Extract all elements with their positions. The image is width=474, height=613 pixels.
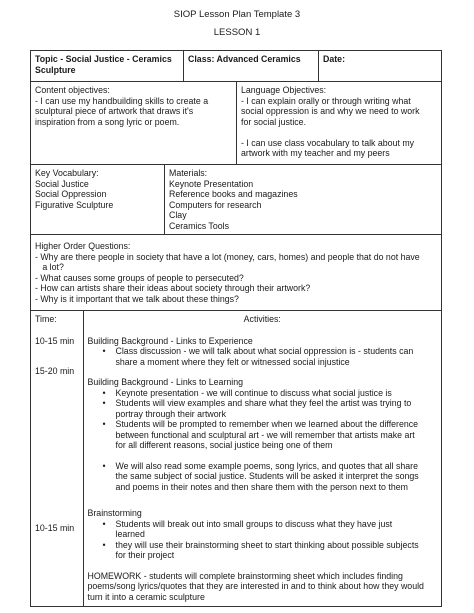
time-entry: 10-15 min <box>35 522 75 533</box>
lesson-number: LESSON 1 <box>213 27 261 38</box>
section-links-to-learning <box>88 377 438 492</box>
activity-bullet <box>88 419 438 451</box>
key-vocabulary-cell <box>31 165 165 235</box>
bullet-line: share a moment where they felt or witnessed social injustice <box>115 356 350 367</box>
topic-row <box>31 51 442 82</box>
homework-line: turn it into a ceramic sculpture <box>87 591 205 602</box>
homework-line: HOMEWORK - students will complete brainstorming sheet which includes finding <box>87 570 403 581</box>
materials-heading: Materials: <box>169 168 208 178</box>
activity-bullet <box>88 346 438 367</box>
question-line: a lot? <box>35 262 64 272</box>
material-item: Keynote Presentation <box>169 178 254 189</box>
material-item: Ceramics Tools <box>169 220 229 231</box>
language-objectives-cell <box>237 82 442 165</box>
question-line: - Why is it important that we talk about these things? <box>35 293 239 304</box>
time-entry: 10-15 min <box>35 335 75 346</box>
time-heading: Time: <box>35 314 57 324</box>
bullet-line: • Students will break out into small groups to discuss what they have just <box>115 518 393 529</box>
bullet-line: • they will use their brainstorming sheet to start thinking about possible subjects <box>115 539 419 550</box>
bullet-line: learned <box>115 529 145 539</box>
language-objective-line: artwork with my teacher and my peers <box>241 148 390 158</box>
date-cell: Date: <box>319 51 442 82</box>
material-item: Reference books and magazines <box>169 189 298 199</box>
vocabulary-item: Social Oppression <box>35 189 107 199</box>
materials-cell <box>165 165 442 235</box>
section-brainstorming <box>88 508 438 561</box>
bullet-line: • We will also read some example poems, song lyrics, and quotes that all share <box>115 460 419 471</box>
homework-line: poems/song lyrics/quotes that they are interested in and to think about how they would <box>87 581 424 591</box>
vocab-materials-row <box>31 165 442 235</box>
language-objective-line: social oppression is and why we need to work <box>241 106 420 116</box>
language-objective-line: - I can explain orally or through writing what <box>241 95 411 106</box>
activity-bullet <box>88 398 438 419</box>
class-cell: Class: Advanced Ceramics <box>184 51 319 82</box>
time-entry: 15-20 min <box>35 366 75 376</box>
bullet-line: between functional and sculptural art - we will remember that artists make art <box>115 429 415 440</box>
document-title: SIOP Lesson Plan Template 3 <box>173 9 301 20</box>
bullet-line: for their project <box>115 550 175 560</box>
vocabulary-item: Social Justice <box>35 178 89 189</box>
section-links-to-experience <box>88 336 438 368</box>
bullet-line: • Keynote presentation - we will continue to discuss what social justice is <box>115 387 392 398</box>
content-objectives-cell <box>31 82 237 165</box>
question-line: - What causes some groups of people to persecuted? <box>35 272 244 283</box>
content-objectives-heading: Content objectives: <box>35 85 110 95</box>
activity-bullet <box>88 388 438 399</box>
schedule-cell <box>31 311 442 607</box>
question-line: - Why are there people in society that have a lot (money, cars, homes) and people that do not have <box>35 251 420 262</box>
bullet-line: • Students will view examples and share what they feel the artist was trying to <box>115 398 412 408</box>
activity-bullet <box>88 519 438 540</box>
section-title: Building Background - Links to Learning <box>87 377 244 387</box>
bullet-line: • Students will be prompted to remember when we learned about the difference <box>115 419 419 429</box>
time-column <box>31 311 83 606</box>
spacer <box>241 127 437 138</box>
activities-heading: Activities: <box>243 314 281 324</box>
topic-cell: Topic - Social Justice - Ceramics Sculpture <box>31 51 184 82</box>
bullet-line: the same subject of social justice. Students will be asked it interpret the songs <box>115 471 419 481</box>
key-vocabulary-heading: Key Vocabulary: <box>35 168 99 178</box>
bullet-line: for all different reasons, social justice being one of them <box>115 440 333 450</box>
bullet-line: • Class discussion - we will talk about what social oppression is - students can <box>115 346 414 356</box>
content-objective-line: inspiration from a song lyric or poem. <box>35 116 180 127</box>
lesson-plan-table <box>30 50 442 607</box>
material-item: Computers for research <box>169 199 262 210</box>
section-title: Brainstorming <box>87 508 142 518</box>
higher-order-questions-row <box>31 235 442 311</box>
question-line: - How can artists share their ideas about society through their artwork? <box>35 283 311 293</box>
higher-order-questions-heading: Higher Order Questions: <box>35 241 131 251</box>
activity-bullet <box>88 540 438 561</box>
bullet-line: portray through their artwork <box>115 408 226 419</box>
activities-column <box>83 311 441 606</box>
language-objective-line: - I can use class vocabulary to talk about my <box>241 137 415 148</box>
schedule-table <box>31 311 441 606</box>
homework-note <box>88 571 438 603</box>
higher-order-questions-cell <box>31 235 442 311</box>
bullet-line: and poems in their notes and then share them with the person next to them <box>115 481 408 492</box>
activity-bullet <box>88 461 438 493</box>
content-objective-line: sculptural piece of artwork that draws it's <box>35 106 194 116</box>
vocabulary-item: Figurative Sculpture <box>35 199 114 210</box>
objectives-row <box>31 82 442 165</box>
schedule-row <box>31 311 442 607</box>
content-objective-line: - I can use my handbuilding skills to create a <box>35 95 209 106</box>
language-objectives-heading: Language Objectives: <box>241 85 327 95</box>
language-objective-line: for social justice. <box>241 116 307 127</box>
section-title: Building Background - Links to Experience <box>87 335 253 346</box>
material-item: Clay <box>169 210 187 220</box>
